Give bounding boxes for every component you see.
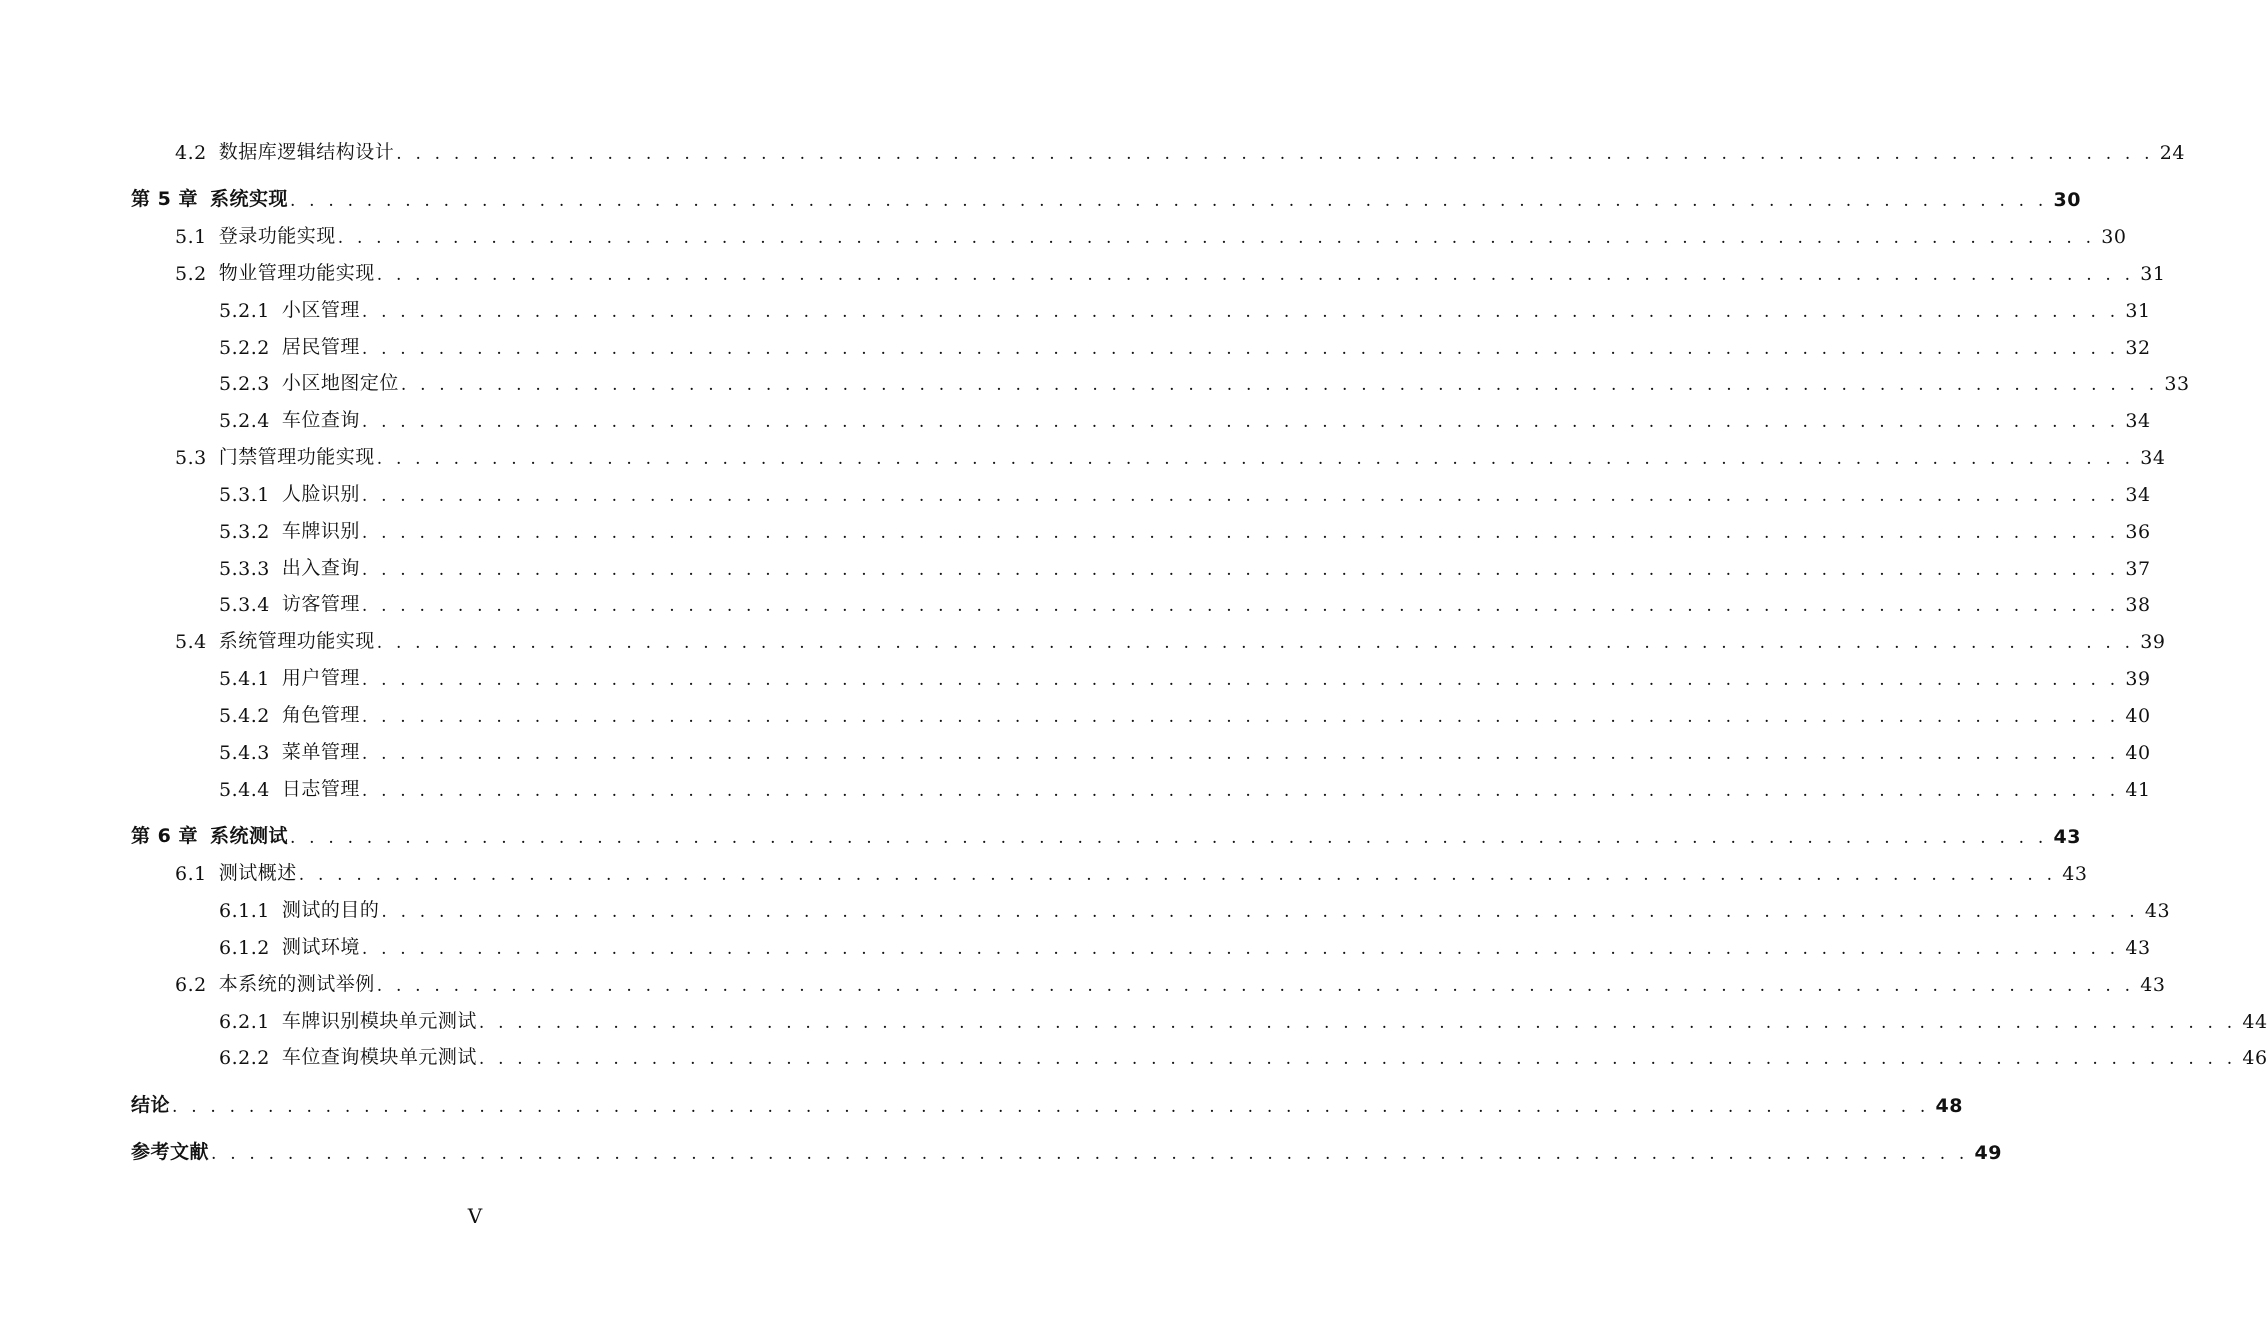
- toc-entry-page: 46: [2242, 1047, 2268, 1069]
- dot-leader: . . . . . . . . . . . . . . . . . . . . . . . . . . . . . . . . . . . . . . . . . . . . . . . . . . . . . . . . . . . . . . . . . . . . . . . . . . . . . . . . . . . . . . . . . . . .: [381, 902, 2139, 922]
- dot-leader: . . . . . . . . . . . . . . . . . . . . . . . . . . . . . . . . . . . . . . . . . . . . . . . . . . . . . . . . . . . . . . . . . . . . . . . . . . . . . . . . . . . . . . . . . . . .: [361, 339, 2120, 359]
- toc-entry-title: 日志管理: [281, 778, 360, 800]
- toc-entry-page: 37: [2125, 558, 2151, 580]
- toc-entry-5-2-2[interactable]: [0, 329, 2151, 359]
- toc-entry-chapter-5[interactable]: [0, 181, 2081, 211]
- toc-entry-number: 5.2.1: [219, 300, 270, 322]
- toc-entry-5-4[interactable]: [0, 623, 2166, 653]
- toc-entry-page: 33: [2164, 373, 2190, 395]
- toc-entry-title: 登录功能实现: [218, 225, 336, 247]
- dot-leader: . . . . . . . . . . . . . . . . . . . . . . . . . . . . . . . . . . . . . . . . . . . . . . . . . . . . . . . . . . . . . . . . . . . . . . . . . . . . . . . . . . . . . . . . . . . .: [400, 375, 2159, 395]
- toc-entry-title: 测试概述: [218, 862, 297, 884]
- toc-entry-page: 39: [2140, 631, 2166, 653]
- toc-entry-page: 34: [2125, 484, 2151, 506]
- toc-entry-page: 31: [2125, 300, 2151, 322]
- toc-entry-number: 5.2.2: [219, 337, 270, 359]
- toc-entry-conclusion[interactable]: [0, 1087, 1963, 1117]
- dot-leader: . . . . . . . . . . . . . . . . . . . . . . . . . . . . . . . . . . . . . . . . . . . . . . . . . . . . . . . . . . . . . . . . . . . . . . . . . . . . . . . . . . . . . . . . . . . .: [361, 670, 2120, 690]
- toc-entry-6-2-1[interactable]: [0, 1003, 2268, 1033]
- toc-entry-title: 人脸识别: [281, 483, 360, 505]
- toc-entry-title: 小区地图定位: [281, 372, 399, 394]
- toc-entry-page: 38: [2125, 594, 2151, 616]
- toc-entry-number: 5.3.2: [219, 521, 270, 543]
- toc-entry-title: 用户管理: [281, 667, 360, 689]
- toc-entry-number: 5.3.4: [219, 594, 270, 616]
- toc-entry-number: 6.2.2: [219, 1047, 270, 1069]
- toc-entry-title: 菜单管理: [281, 741, 360, 763]
- dot-leader: . . . . . . . . . . . . . . . . . . . . . . . . . . . . . . . . . . . . . . . . . . . . . . . . . . . . . . . . . . . . . . . . . . . . . . . . . . . . . . . . . . . . . . . . . . . .: [361, 939, 2120, 959]
- toc-entry-number: 第 5 章: [131, 188, 198, 210]
- dot-leader: . . . . . . . . . . . . . . . . . . . . . . . . . . . . . . . . . . . . . . . . . . . . . . . . . . . . . . . . . . . . . . . . . . . . . . . . . . . . . . . . . . . . . . . . . . . .: [289, 191, 2048, 211]
- toc-entry-page: 30: [2101, 226, 2127, 248]
- dot-leader: . . . . . . . . . . . . . . . . . . . . . . . . . . . . . . . . . . . . . . . . . . . . . . . . . . . . . . . . . . . . . . . . . . . . . . . . . . . . . . . . . . . . . . . . . . . .: [172, 1097, 1930, 1117]
- dot-leader: . . . . . . . . . . . . . . . . . . . . . . . . . . . . . . . . . . . . . . . . . . . . . . . . . . . . . . . . . . . . . . . . . . . . . . . . . . . . . . . . . . . . . . . . . . . .: [396, 144, 2154, 164]
- toc-entry-title: 数据库逻辑结构设计: [218, 141, 395, 163]
- toc-entry-number: 5.3.3: [219, 558, 270, 580]
- toc-entry-title: 系统实现: [209, 188, 288, 210]
- dot-leader: . . . . . . . . . . . . . . . . . . . . . . . . . . . . . . . . . . . . . . . . . . . . . . . . . . . . . . . . . . . . . . . . . . . . . . . . . . . . . . . . . . . . . . . . . . . .: [361, 781, 2120, 801]
- toc-entry-title: 测试的目的: [281, 899, 380, 921]
- toc-entry-title: 车位查询: [281, 409, 360, 431]
- dot-leader: . . . . . . . . . . . . . . . . . . . . . . . . . . . . . . . . . . . . . . . . . . . . . . . . . . . . . . . . . . . . . . . . . . . . . . . . . . . . . . . . . . . . . . . . . . . .: [337, 228, 2096, 248]
- toc-entry-page: 41: [2125, 779, 2151, 801]
- dot-leader: . . . . . . . . . . . . . . . . . . . . . . . . . . . . . . . . . . . . . . . . . . . . . . . . . . . . . . . . . . . . . . . . . . . . . . . . . . . . . . . . . . . . . . . . . . . .: [211, 1144, 1969, 1164]
- dot-leader: . . . . . . . . . . . . . . . . . . . . . . . . . . . . . . . . . . . . . . . . . . . . . . . . . . . . . . . . . . . . . . . . . . . . . . . . . . . . . . . . . . . . . . . . . . . .: [478, 1013, 2237, 1033]
- toc-entry-page: 49: [1974, 1142, 2002, 1164]
- toc-entry-5-4-1[interactable]: [0, 660, 2151, 690]
- dot-leader: . . . . . . . . . . . . . . . . . . . . . . . . . . . . . . . . . . . . . . . . . . . . . . . . . . . . . . . . . . . . . . . . . . . . . . . . . . . . . . . . . . . . . . . . . . . .: [478, 1049, 2237, 1069]
- toc-entry-title: 本系统的测试举例: [218, 973, 375, 995]
- dot-leader: . . . . . . . . . . . . . . . . . . . . . . . . . . . . . . . . . . . . . . . . . . . . . . . . . . . . . . . . . . . . . . . . . . . . . . . . . . . . . . . . . . . . . . . . . . . .: [361, 412, 2120, 432]
- dot-leader: . . . . . . . . . . . . . . . . . . . . . . . . . . . . . . . . . . . . . . . . . . . . . . . . . . . . . . . . . . . . . . . . . . . . . . . . . . . . . . . . . . . . . . . . . . . .: [361, 302, 2120, 322]
- toc-entry-5-3[interactable]: [0, 439, 2166, 469]
- toc-entry-number: 5.2.4: [219, 410, 270, 432]
- toc-entry-6-2-2[interactable]: [0, 1039, 2268, 1069]
- toc-entry-page: 43: [2062, 863, 2088, 885]
- dot-leader: . . . . . . . . . . . . . . . . . . . . . . . . . . . . . . . . . . . . . . . . . . . . . . . . . . . . . . . . . . . . . . . . . . . . . . . . . . . . . . . . . . . . . . . . . . . .: [376, 265, 2135, 285]
- toc-entry-number: 4.2: [175, 142, 207, 164]
- dot-leader: . . . . . . . . . . . . . . . . . . . . . . . . . . . . . . . . . . . . . . . . . . . . . . . . . . . . . . . . . . . . . . . . . . . . . . . . . . . . . . . . . . . . . . . . . . . .: [361, 560, 2120, 580]
- toc-entry-6-2[interactable]: [0, 966, 2166, 996]
- toc-entry-6-1[interactable]: [0, 855, 2088, 885]
- toc-entry-page: 32: [2125, 337, 2151, 359]
- toc-entry-number: 5.4: [175, 631, 207, 653]
- toc-entry-page: 43: [2140, 974, 2166, 996]
- toc-entry-title: 系统管理功能实现: [218, 630, 375, 652]
- toc-entry-title: 测试环境: [281, 936, 360, 958]
- dot-leader: . . . . . . . . . . . . . . . . . . . . . . . . . . . . . . . . . . . . . . . . . . . . . . . . . . . . . . . . . . . . . . . . . . . . . . . . . . . . . . . . . . . . . . . . . . . .: [376, 633, 2135, 653]
- toc-entry-5-2-3[interactable]: [0, 365, 2190, 395]
- toc-entry-number: 6.1.2: [219, 937, 270, 959]
- toc-entry-title: 车牌识别模块单元测试: [281, 1010, 477, 1032]
- toc-entry-page: 48: [1935, 1095, 1963, 1117]
- toc-entry-5-3-4[interactable]: [0, 586, 2151, 616]
- toc-entry-5-1[interactable]: [0, 218, 2127, 248]
- toc-entry-title: 车牌识别: [281, 520, 360, 542]
- page-number: V: [467, 1204, 483, 1228]
- toc-entry-title: 访客管理: [281, 593, 360, 615]
- toc-entry-page: 43: [2144, 900, 2171, 922]
- toc-entry-title: 结论: [131, 1094, 171, 1116]
- toc-entry-5-2[interactable]: [0, 255, 2166, 285]
- dot-leader: . . . . . . . . . . . . . . . . . . . . . . . . . . . . . . . . . . . . . . . . . . . . . . . . . . . . . . . . . . . . . . . . . . . . . . . . . . . . . . . . . . . . . . . . . . . .: [361, 707, 2120, 727]
- toc-entry-number: 5.3: [175, 447, 207, 469]
- dot-leader: . . . . . . . . . . . . . . . . . . . . . . . . . . . . . . . . . . . . . . . . . . . . . . . . . . . . . . . . . . . . . . . . . . . . . . . . . . . . . . . . . . . . . . . . . . . .: [361, 744, 2120, 764]
- toc-entry-6-1-1[interactable]: [0, 892, 2171, 922]
- dot-leader: . . . . . . . . . . . . . . . . . . . . . . . . . . . . . . . . . . . . . . . . . . . . . . . . . . . . . . . . . . . . . . . . . . . . . . . . . . . . . . . . . . . . . . . . . . . .: [289, 828, 2048, 848]
- toc-entry-title: 小区管理: [281, 299, 360, 321]
- toc-entry-title: 参考文献: [131, 1141, 210, 1163]
- toc-entry-number: 5.4.1: [219, 668, 270, 690]
- toc-entry-5-3-1[interactable]: [0, 476, 2151, 506]
- toc-entry-title: 系统测试: [209, 825, 288, 847]
- toc-entry-page: 40: [2125, 705, 2151, 727]
- toc-entry-6-1-2[interactable]: [0, 929, 2151, 959]
- toc-entry-title: 居民管理: [281, 336, 360, 358]
- toc-entry-page: 43: [2125, 937, 2151, 959]
- dot-leader: . . . . . . . . . . . . . . . . . . . . . . . . . . . . . . . . . . . . . . . . . . . . . . . . . . . . . . . . . . . . . . . . . . . . . . . . . . . . . . . . . . . . . . . . . . . .: [361, 523, 2120, 543]
- toc-entry-chapter-6[interactable]: [0, 818, 2081, 848]
- toc-entry-number: 5.1: [175, 226, 207, 248]
- toc-entry-5-4-4[interactable]: [0, 771, 2151, 801]
- toc-entry-5-4-3[interactable]: [0, 734, 2151, 764]
- toc-entry-page: 31: [2140, 263, 2166, 285]
- toc-entry-number: 5.4.3: [219, 742, 270, 764]
- toc-entry-5-2-1[interactable]: [0, 292, 2151, 322]
- toc-entry-title: 车位查询模块单元测试: [281, 1046, 477, 1068]
- toc-entry-title: 角色管理: [281, 704, 360, 726]
- toc-entry-number: 5.2: [175, 263, 207, 285]
- toc-entry-number: 5.4.4: [219, 779, 270, 801]
- toc-entry-number: 6.1: [175, 863, 207, 885]
- toc-entry-page: 24: [2159, 142, 2185, 164]
- dot-leader: . . . . . . . . . . . . . . . . . . . . . . . . . . . . . . . . . . . . . . . . . . . . . . . . . . . . . . . . . . . . . . . . . . . . . . . . . . . . . . . . . . . . . . . . . . . .: [376, 976, 2135, 996]
- dot-leader: . . . . . . . . . . . . . . . . . . . . . . . . . . . . . . . . . . . . . . . . . . . . . . . . . . . . . . . . . . . . . . . . . . . . . . . . . . . . . . . . . . . . . . . . . . . .: [298, 865, 2057, 885]
- toc-entry-number: 第 6 章: [131, 825, 198, 847]
- toc-entry-page: 40: [2125, 742, 2151, 764]
- toc-entry-page: 44: [2242, 1011, 2268, 1033]
- toc-entry-5-4-2[interactable]: [0, 697, 2151, 727]
- toc-entry-5-3-3[interactable]: [0, 550, 2151, 580]
- toc-entry-title: 门禁管理功能实现: [218, 446, 375, 468]
- toc-entry-title: 物业管理功能实现: [218, 262, 375, 284]
- toc-entry-5-3-2[interactable]: [0, 513, 2151, 543]
- toc-entry-number: 6.2.1: [219, 1011, 270, 1033]
- toc-entry-number: 5.2.3: [219, 373, 270, 395]
- toc-entry-number: 5.4.2: [219, 705, 270, 727]
- toc-entry-title: 出入查询: [281, 557, 360, 579]
- toc-entry-page: 34: [2140, 447, 2166, 469]
- toc-entry-page: 36: [2125, 521, 2151, 543]
- toc-entry-page: 34: [2125, 410, 2151, 432]
- toc-entry-4-2[interactable]: [0, 134, 2185, 164]
- dot-leader: . . . . . . . . . . . . . . . . . . . . . . . . . . . . . . . . . . . . . . . . . . . . . . . . . . . . . . . . . . . . . . . . . . . . . . . . . . . . . . . . . . . . . . . . . . . .: [376, 449, 2135, 469]
- toc-entry-page: 30: [2053, 189, 2081, 211]
- toc-entry-references[interactable]: [0, 1134, 2002, 1164]
- toc-entry-5-2-4[interactable]: [0, 402, 2151, 432]
- toc-entry-number: 5.3.1: [219, 484, 270, 506]
- toc-entry-page: 43: [2053, 826, 2081, 848]
- toc-entry-number: 6.2: [175, 974, 207, 996]
- dot-leader: . . . . . . . . . . . . . . . . . . . . . . . . . . . . . . . . . . . . . . . . . . . . . . . . . . . . . . . . . . . . . . . . . . . . . . . . . . . . . . . . . . . . . . . . . . . .: [361, 596, 2120, 616]
- dot-leader: . . . . . . . . . . . . . . . . . . . . . . . . . . . . . . . . . . . . . . . . . . . . . . . . . . . . . . . . . . . . . . . . . . . . . . . . . . . . . . . . . . . . . . . . . . . .: [361, 486, 2120, 506]
- toc-entry-number: 6.1.1: [219, 900, 270, 922]
- toc-entry-page: 39: [2125, 668, 2151, 690]
